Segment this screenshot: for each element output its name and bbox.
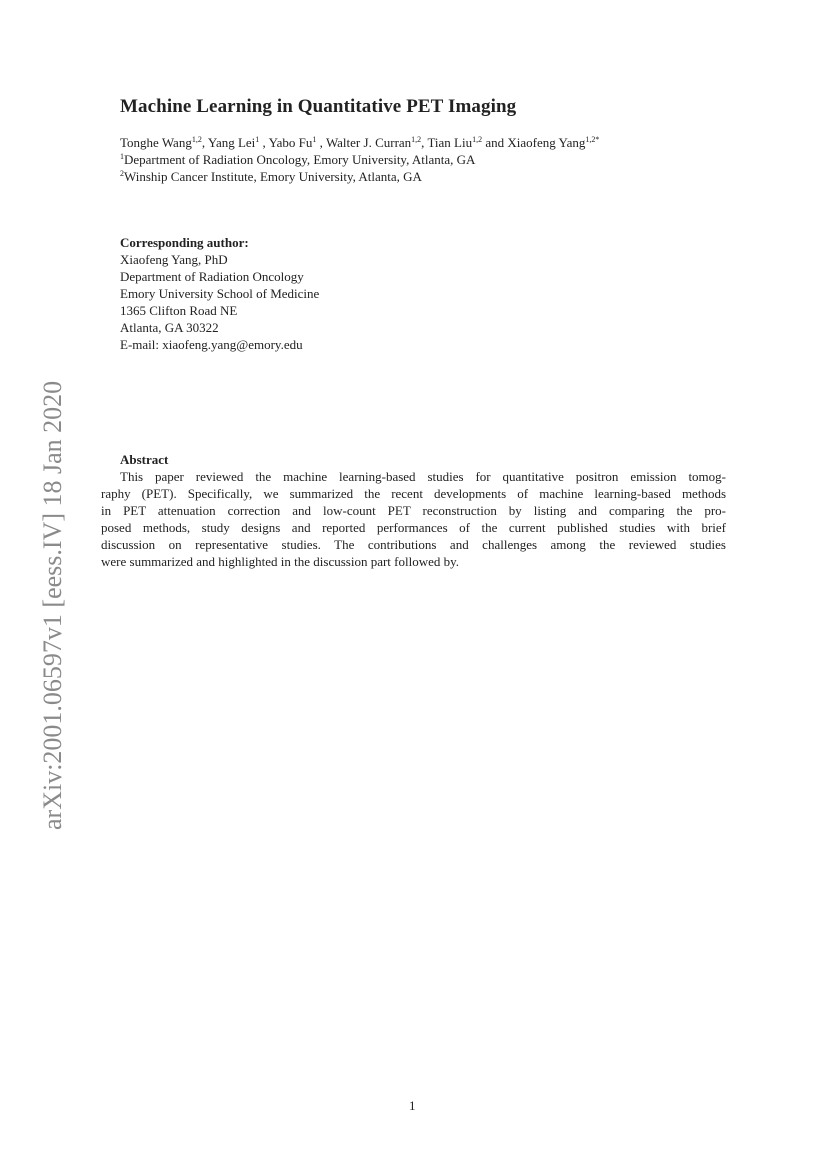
corresponding-email: E-mail: xiaofeng.yang@emory.edu [120,337,303,352]
corresponding-heading: Corresponding author: [120,235,249,250]
affiliation-2 [120,168,422,185]
author-affiliation: 1,2 [411,135,422,144]
page-number: 1 [409,1098,416,1113]
author-affiliation: 1 [255,135,260,144]
author-name: Tonghe Wang [120,135,192,150]
author-separator: , [201,135,208,150]
corresponding-line: Xiaofeng Yang, PhD [120,252,228,267]
corresponding-line: Atlanta, GA 30322 [120,320,219,335]
author-name: Yabo Fu [268,135,313,150]
arxiv-stamp: arXiv:2001.06597v1 [eess.IV] 18 Jan 2020 [38,380,67,830]
author-affiliation: 1,2* [585,135,600,144]
author-separator: and [482,135,508,150]
affiliation-text: Winship Cancer Institute, Emory University, Atlanta, GA [124,169,422,184]
author-separator: , [421,135,428,150]
affiliation-number: 2 [120,169,124,178]
author-list [120,134,599,151]
author-separator: , [316,135,326,150]
author-affiliation: 1,2 [191,135,202,144]
corresponding-line: 1365 Clifton Road NE [120,303,238,318]
abstract-line: discussion on representative studies. The contributions and challenges among the reviewed studies [101,537,726,552]
abstract-line: in PET attenuation correction and low-count PET reconstruction by listing and comparing the pro- [101,503,726,518]
paper-title: Machine Learning in Quantitative PET Imaging [120,96,517,117]
author-affiliation: 1,2 [472,135,483,144]
author-separator: , [259,135,269,150]
corresponding-line: Emory University School of Medicine [120,286,320,301]
affiliation-text: Department of Radiation Oncology, Emory University, Atlanta, GA [124,152,476,167]
abstract-line: posed methods, study designs and reported performances of the current published studies with brief [101,520,726,535]
corresponding-line: Department of Radiation Oncology [120,269,304,284]
author-affiliation: 1 [312,135,317,144]
author-name: Tian Liu [427,135,473,150]
abstract-line: raphy (PET). Specifically, we summarized the recent developments of machine learning-based methods [101,486,726,501]
abstract-heading: Abstract [120,452,169,467]
author-name: Xiaofeng Yang [507,135,586,150]
author-name: Walter J. Curran [325,135,412,150]
abstract-line: were summarized and highlighted in the discussion part followed by. [101,554,460,569]
affiliation-1 [120,151,475,168]
abstract-line: This paper reviewed the machine learning-based studies for quantitative positron emission tomog- [120,469,726,484]
author-name: Yang Lei [207,135,256,150]
affiliation-number: 1 [120,152,124,161]
